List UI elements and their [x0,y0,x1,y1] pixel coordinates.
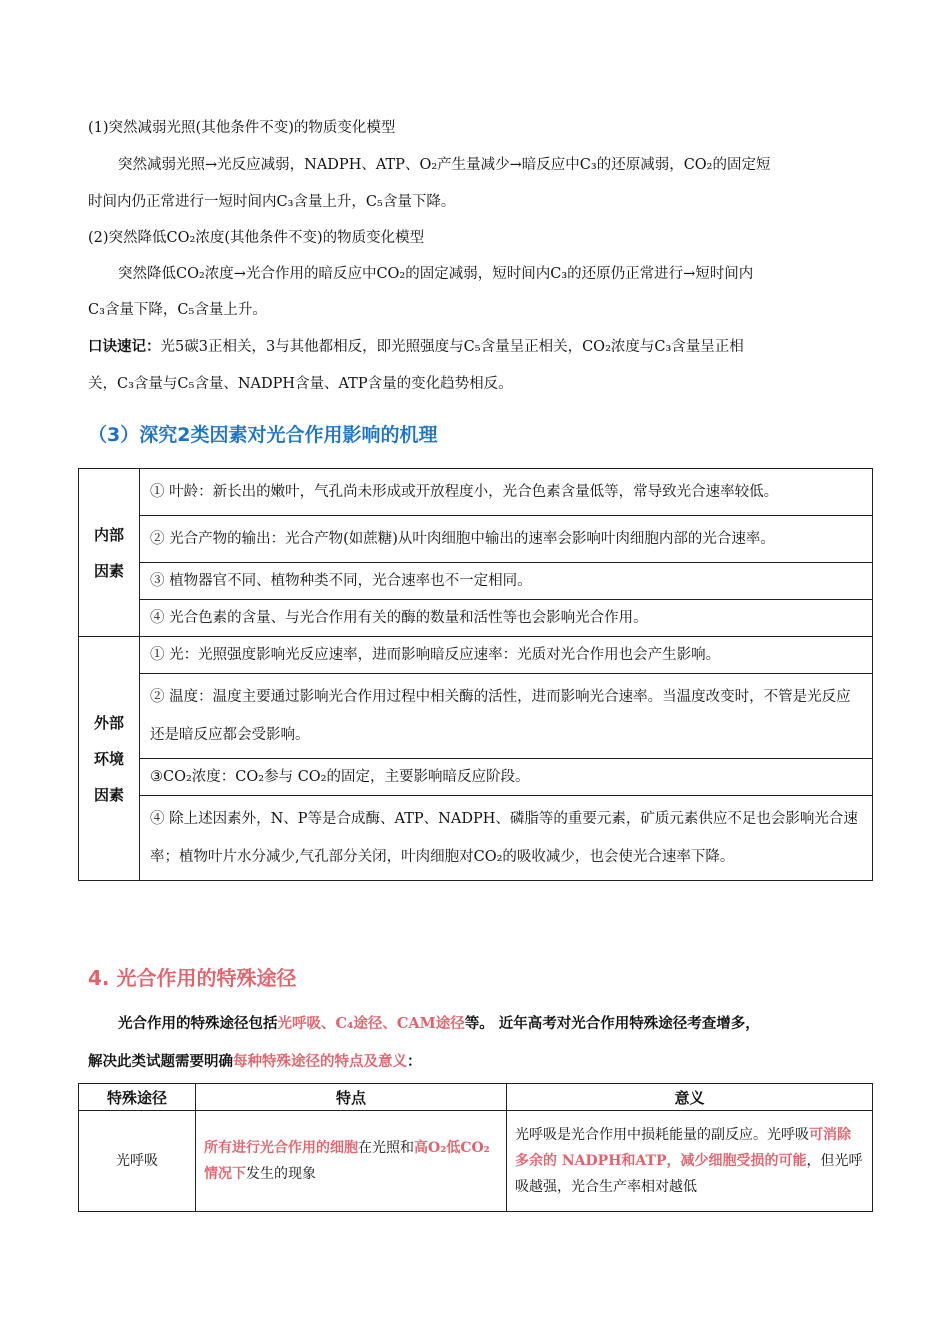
table-row [79,796,873,881]
header-feature: 特点 [196,1084,507,1111]
intro-highlight-1: 光呼吸、C₄途径、CAM途径 [277,1015,465,1032]
item2-text-line2: C₃含量下降，C₅含量上升。 [88,302,267,318]
internal-factor-2: ② 光合产物的输出：光合产物(如蔗糖)从叶肉细胞中输出的速率会影响叶肉细胞内部的光合速率。 [140,516,873,563]
section-heading-4: 4. 光合作用的特殊途径 [88,966,297,990]
meaning-highlight: 可消除多余的 NADPH和ATP，减少细胞受损的可能 [515,1127,851,1169]
mnemonic-text-line1: 光5碳3正相关，3与其他都相反，即光照强度与C₅含量呈正相关，CO₂浓度与C₃含量呈正相 [160,339,744,355]
intro-highlight-2: 每种特殊途径的特点及意义 [233,1053,407,1070]
table-row [79,674,873,759]
internal-factor-1: ① 叶龄：新长出的嫩叶，气孔尚未形成或开放程度小，光合色素含量低等，常导致光合速率较低。 [140,469,873,516]
intro-text-2: 等。 近年高考对光合作用特殊途径考查增多， [464,1015,760,1032]
internal-label-part1: 内部 [93,525,124,544]
item2-text-line1: 突然降低CO₂浓度→光合作用的暗反应中CO₂的固定减弱，短时间内C₃的还原仍正常进行→短时间内 [118,266,754,282]
section-heading-3: （3）深究2类因素对光合作用影响的机理 [88,424,438,446]
intro-text-4: ： [407,1053,422,1070]
external-label-part2: 环境 [93,749,124,768]
feature-highlight-2: 高O₂低CO₂情况下 [204,1140,490,1182]
pathway-name: 光呼吸 [79,1111,196,1212]
internal-factor-3: ③ 植物器官不同、植物种类不同，光合速率也不一定相同。 [140,563,873,600]
item1-text-line1: 突然减弱光照→光反应减弱，NADPH、ATP、O₂产生量减少→暗反应中C₃的还原减弱，CO₂的固定短 [118,157,771,173]
header-meaning: 意义 [507,1084,873,1111]
pathway-meaning [507,1111,873,1212]
table-row [79,637,873,674]
meaning-text-2: ，但光呼吸越强，光合生产率相对越低 [515,1153,863,1195]
table-row [79,563,873,600]
factors-table [78,468,873,881]
item1-text-line2: 时间内仍正常进行一短时间内C₃含量上升，C₅含量下降。 [88,194,456,210]
intro-line2 [88,1052,868,1072]
feature-text-2: 发生的现象 [246,1166,316,1182]
table-row [79,1111,873,1212]
intro-text-3: 解决此类试题需要明确 [88,1053,233,1070]
external-label-part3: 因素 [93,785,124,804]
mnemonic-label: 口诀速记： [88,338,161,355]
pathway-feature [196,1111,507,1212]
table-row [79,759,873,796]
table-row [79,600,873,637]
external-factor-1: ① 光：光照强度影响光反应速率，进而影响暗反应速率：光质对光合作用也会产生影响。 [140,637,873,674]
internal-factor-4: ④ 光合色素的含量、与光合作用有关的酶的数量和活性等也会影响光合作用。 [140,600,873,637]
table-row [79,469,873,516]
feature-highlight-1: 所有进行光合作用的细胞 [204,1140,358,1156]
feature-text-1: 在光照和 [358,1140,414,1156]
mnemonic-line1 [88,337,868,357]
table-header-row [79,1084,873,1111]
external-label-part1: 外部 [93,713,124,732]
external-factor-4: ④ 除上述因素外，N、P等是合成酶、ATP、NADPH、磷脂等的重要元素，矿质元素供应不足也会影响光合速率；植物叶片水分减少,气孔部分关闭，叶肉细胞对CO₂的吸收减少，也会使光合速率下降。 [140,796,873,881]
internal-factors-label [79,469,140,637]
external-factor-2: ② 温度：温度主要通过影响光合作用过程中相关酶的活性，进而影响光合速率。当温度改变时，不管是光反应还是暗反应都会受影响。 [140,674,873,759]
intro-text-1: 光合作用的特殊途径包括 [118,1015,278,1032]
meaning-text-1: 光呼吸是光合作用中损耗能量的副反应。光呼吸 [515,1127,809,1143]
header-pathway: 特殊途径 [79,1084,196,1111]
mnemonic-text-line2: 关，C₃含量与C₅含量、NADPH含量、ATP含量的变化趋势相反。 [88,376,513,392]
special-pathways-table [78,1083,873,1212]
table-row [79,516,873,563]
internal-label-part2: 因素 [93,561,124,580]
item2-title: (2)突然降低CO₂浓度(其他条件不变)的物质变化模型 [88,230,425,246]
external-factor-3: ③CO₂浓度：CO₂参与 CO₂的固定，主要影响暗反应阶段。 [140,759,873,796]
external-factors-label [79,637,140,881]
intro-line1 [118,1014,868,1034]
item1-title: (1)突然减弱光照(其他条件不变)的物质变化模型 [88,120,396,136]
